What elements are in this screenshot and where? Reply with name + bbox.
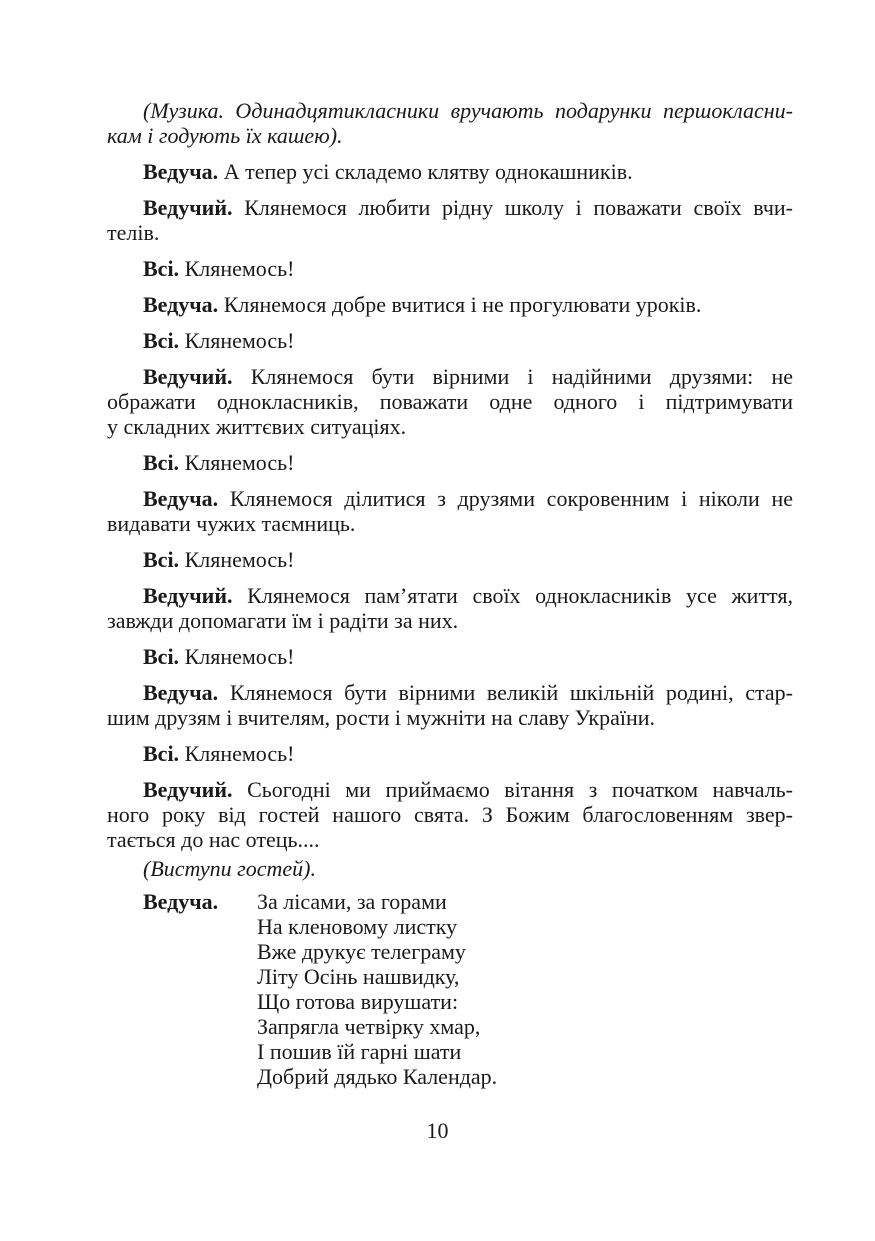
speaker-label: Всі. <box>143 644 180 669</box>
poem-line: Добрий дядько Календар. <box>257 1064 498 1089</box>
dialogue-paragraph <box>107 292 793 317</box>
speaker-label: Всі. <box>143 256 180 281</box>
text-line: тається до нас отець.... <box>107 827 320 852</box>
page-number: 10 <box>426 1118 449 1143</box>
poem-line: Запрягла четвірку хмар, <box>257 1014 481 1039</box>
text-line: (Виступи гостей). <box>143 856 316 881</box>
poem-line: За лісами, за горами <box>257 889 447 914</box>
dialogue-text: А тепер усі складемо клятву однокашників. <box>223 159 633 184</box>
dialogue-paragraph <box>107 364 793 439</box>
dialogue-text: Клянемося пам’ятати своїх однокласників усе життя, <box>247 583 793 608</box>
dialogue-text: Клянемось! <box>184 547 295 572</box>
dialogue-text: Сьогодні ми приймаємо вітання з початком навчаль- <box>247 777 793 802</box>
poem-stanza <box>107 889 793 1089</box>
speaker-label: Ведучий. <box>143 583 233 608</box>
text-line <box>107 741 793 766</box>
dialogue-paragraph <box>107 195 793 245</box>
stage-direction-guests <box>107 856 793 881</box>
speaker-label: Ведучий. <box>143 364 233 389</box>
poem-lines <box>257 889 497 1089</box>
poem-line: Що готова вирушати: <box>257 989 459 1014</box>
dialogue-paragraph <box>107 486 793 536</box>
speaker-label: Всі. <box>143 328 180 353</box>
dialogue-paragraph <box>107 159 793 184</box>
speaker-label: Ведучий. <box>143 777 233 802</box>
text-line <box>107 450 793 475</box>
speaker-label: Всі. <box>143 450 180 475</box>
text-line <box>107 328 793 353</box>
dialogue-text: Клянемось! <box>184 741 295 766</box>
speaker-label: Ведуча. <box>143 292 219 317</box>
text-line <box>107 644 793 669</box>
speaker-label: Ведуча. <box>143 486 219 511</box>
dialogue-paragraph <box>107 680 793 730</box>
dialogue-text: Клянемося бути вірними великій шкільній родині, стар- <box>229 680 793 705</box>
text-line <box>107 195 793 220</box>
text-line: видавати чужих таємниць. <box>107 511 356 536</box>
text-line: ного року від гостей нашого свята. З Божим благословенням звер- <box>107 802 793 827</box>
poem-line: Літу Осінь нашвидку, <box>257 964 460 989</box>
text-line <box>107 256 793 281</box>
text-line: у складних життєвих ситуаціях. <box>107 414 407 439</box>
speaker-label: Ведуча. <box>143 159 219 184</box>
text-line <box>107 292 793 317</box>
text-line <box>107 547 793 572</box>
speaker-label: Всі. <box>143 547 180 572</box>
text-line <box>107 680 793 705</box>
dialogue-paragraph <box>107 741 793 766</box>
text-line: завжди допомагати їм і радіти за них. <box>107 608 459 633</box>
stage-direction-music <box>107 98 793 148</box>
text-line <box>107 583 793 608</box>
page-body <box>107 98 793 1089</box>
poem-line: І пошив їй гарні шати <box>257 1039 462 1064</box>
dialogue-text: Клянемося любити рідну школу і поважати своїх вчи- <box>244 195 793 220</box>
dialogue-paragraph <box>107 450 793 475</box>
dialogue-paragraph <box>107 583 793 633</box>
dialogue-text: Клянемось! <box>184 328 295 353</box>
text-line: шим друзям і вчителям, рости і мужніти на славу України. <box>107 705 656 730</box>
dialogue-paragraph <box>107 328 793 353</box>
text-line: ображати однокласників, поважати одне одного і підтримувати <box>107 389 793 414</box>
speaker-label: Всі. <box>143 741 180 766</box>
text-line: телів. <box>107 220 160 245</box>
speaker-label: Ведуча. <box>143 680 219 705</box>
text-line: (Музика. Одинадцятикласники вручають подарунки першокласни- <box>143 98 793 123</box>
dialogue-text: Клянемося бути вірними і надійними друзями: не <box>250 364 793 389</box>
text-line: кам і годують їх кашею). <box>107 123 343 148</box>
dialogue-text: Клянемося ділитися з друзями сокровенним і ніколи не <box>229 486 793 511</box>
poem-line: Вже друкує телеграму <box>257 939 466 964</box>
text-line <box>107 777 793 802</box>
dialogue-paragraph <box>107 256 793 281</box>
poem-line: На кленовому листку <box>257 914 458 939</box>
text-line <box>107 486 793 511</box>
dialogue-text: Клянемось! <box>184 450 295 475</box>
dialogue-text: Клянемося добре вчитися і не прогулювати уроків. <box>223 292 702 317</box>
speaker-label: Ведучий. <box>143 195 233 220</box>
speaker-label: Ведуча. <box>143 889 219 914</box>
dialogue-text: Клянемось! <box>184 256 295 281</box>
dialogue-paragraph <box>107 644 793 669</box>
dialogue-paragraph <box>107 777 793 852</box>
text-line <box>107 159 793 184</box>
text-line <box>107 364 793 389</box>
dialogue-text: Клянемось! <box>184 644 295 669</box>
dialogue-paragraph <box>107 547 793 572</box>
